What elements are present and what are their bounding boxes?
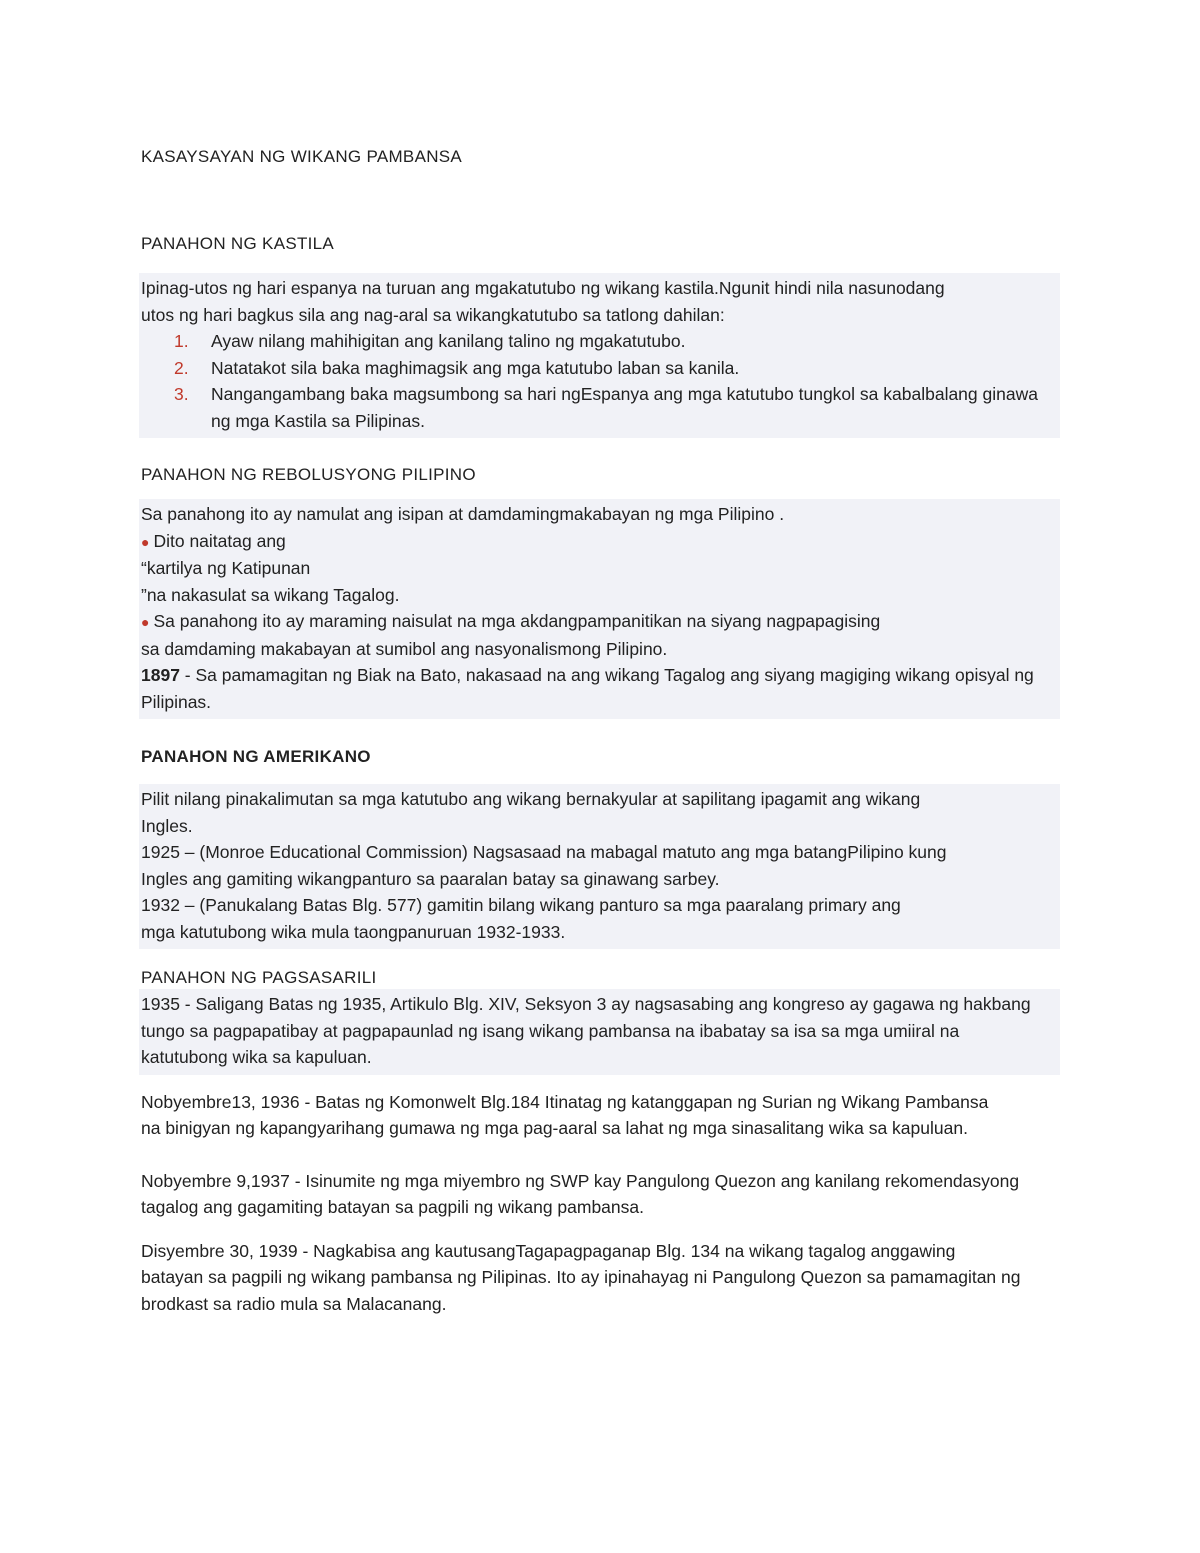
list-item-text: Ayaw nilang mahihigitan ang kanilang talino ng mgakatutubo. — [211, 331, 686, 351]
heading-amerikano: PANAHON NG AMERIKANO — [141, 747, 371, 766]
pagsasarili-1937-block — [141, 1168, 1060, 1221]
list-number: 1. — [174, 331, 189, 351]
rebolusyon-bullet2 — [141, 608, 1054, 636]
year-text: - Sa pamamagitan ng Biak na Bato, nakasaad na ang wikang Tagalog ang siyang magiging wikang opisyal ng — [179, 665, 1034, 685]
pagsasarili-p1-line2: tungo sa pagpapatibay at pagpapaunlad ng isang wikang pambansa na ibabatay sa isa sa mga umiiral na — [141, 1020, 960, 1041]
amerikano-p3-line1: 1932 – (Panukalang Batas Blg. 577) gamitin bilang wikang panturo sa mga paaralang primary ang — [141, 895, 901, 915]
list-item — [141, 328, 1054, 355]
rebolusyon-bullet1-line2: “kartilya ng Katipunan — [141, 558, 311, 578]
list-item — [141, 381, 1054, 434]
list-number: 2. — [174, 357, 189, 378]
amerikano-p3-line2: mga katutubong wika mula taongpanuruan 1932-1933. — [141, 921, 566, 942]
kastila-intro-line1: Ipinag-utos ng hari espanya na turuan ang mgakatutubo ng wikang kastila.Ngunit hindi nila nasunodang — [141, 278, 945, 298]
bullet-dot-icon: ● — [141, 614, 150, 630]
amerikano-p2-line1: 1925 – (Monroe Educational Commission) Nagsasaad na mabagal matuto ang mga batangPilipino kung — [141, 842, 947, 862]
pagsasarili-1936-block — [141, 1089, 1060, 1142]
kastila-reasons-list — [141, 328, 1054, 434]
list-number: 3. — [174, 384, 189, 404]
amerikano-block — [139, 784, 1060, 949]
rebolusyon-1897-cont: Pilipinas. — [141, 691, 212, 712]
amerikano-p1-line1: Pilit nilang pinakalimutan sa mga katutubo ang wikang bernakyular at sapilitang ipagamit ang wikang — [141, 789, 921, 809]
heading-rebolusyon: PANAHON NG REBOLUSYONG PILIPINO — [141, 465, 476, 484]
document-title: KASAYSAYAN NG WIKANG PAMBANSA — [141, 147, 463, 166]
kastila-block — [139, 273, 1060, 438]
list-item-text: Nangangambang baka magsumbong sa hari ngEspanya ang mga katutubo tungkol sa kabalbalang ginawa — [211, 384, 1038, 404]
bullet-text: Dito naitatag ang — [153, 530, 286, 551]
pagsasarili-p1-line1: 1935 - Saligang Batas ng 1935, Artikulo Blg. XIV, Seksyon 3 ay nagsasabing ang kongreso ay gagawa ng hakbang — [141, 994, 1031, 1014]
rebolusyon-line1: Sa panahong ito ay namulat ang isipan at damdamingmakabayan ng mga Pilipino . — [141, 504, 785, 524]
amerikano-p2-line2: Ingles ang gamiting wikangpanturo sa paaralan batay sa ginawang sarbey. — [141, 868, 720, 889]
bullet-text: Sa panahong ito ay maraming naisulat na mga akdangpampanitikan na siyang nagpapagising — [153, 611, 881, 631]
pagsasarili-p4-line2: batayan sa pagpili ng wikang pambansa ng Pilipinas. Ito ay ipinahayag ni Pangulong Quezon sa pamamagitan ng — [141, 1267, 1021, 1287]
list-item-text-cont: ng mga Kastila sa Pilipinas. — [211, 410, 425, 431]
amerikano-p1-line2: Ingles. — [141, 815, 193, 836]
rebolusyon-bullet1-line3: ”na nakasulat sa wikang Tagalog. — [141, 584, 400, 605]
list-item — [141, 355, 1054, 382]
year-label: 1897 — [141, 665, 180, 685]
pagsasarili-1939-block — [141, 1238, 1060, 1318]
kastila-intro-line2: utos ng hari bagkus sila ang nag-aral sa wikangkatutubo sa tatlong dahilan: — [141, 304, 725, 325]
heading-pagsasarili: PANAHON NG PAGSASARILI — [141, 968, 377, 987]
pagsasarili-p3-line2: tagalog ang gagamiting batayan sa pagpili ng wikang pambansa. — [141, 1197, 644, 1217]
rebolusyon-block — [139, 499, 1060, 719]
pagsasarili-p4-line3: brodkast sa radio mula sa Malacanang. — [141, 1293, 447, 1314]
bullet-dot-icon: ● — [141, 533, 150, 550]
pagsasarili-p2-line2: na binigyan ng kapangyarihang gumawa ng mga pag-aaral sa lahat ng mga sinasalitang wika sa kapuluan. — [141, 1118, 968, 1138]
rebolusyon-bullet1 — [141, 528, 1054, 556]
rebolusyon-1897 — [141, 662, 1054, 689]
rebolusyon-bullet2-line2: sa damdaming makabayan at sumibol ang nasyonalismong Pilipino. — [141, 638, 668, 659]
heading-kastila: PANAHON NG KASTILA — [141, 234, 335, 253]
pagsasarili-p4-line1: Disyembre 30, 1939 - Nagkabisa ang kautusangTagapagpaganap Blg. 134 na wikang tagalog anggawing — [141, 1240, 956, 1261]
pagsasarili-p3-line1: Nobyembre 9,1937 - Isinumite ng mga miyembro ng SWP kay Pangulong Quezon ang kanilang rekomendasyong — [141, 1170, 1020, 1191]
pagsasarili-p2-line1: Nobyembre13, 1936 - Batas ng Komonwelt Blg.184 Itinatag ng katanggapan ng Surian ng Wikang Pambansa — [141, 1091, 989, 1112]
list-item-text: Natatakot sila baka maghimagsik ang mga katutubo laban sa kanila. — [211, 357, 740, 378]
pagsasarili-1935-block — [139, 989, 1060, 1075]
pagsasarili-p1-line3: katutubong wika sa kapuluan. — [141, 1047, 372, 1067]
